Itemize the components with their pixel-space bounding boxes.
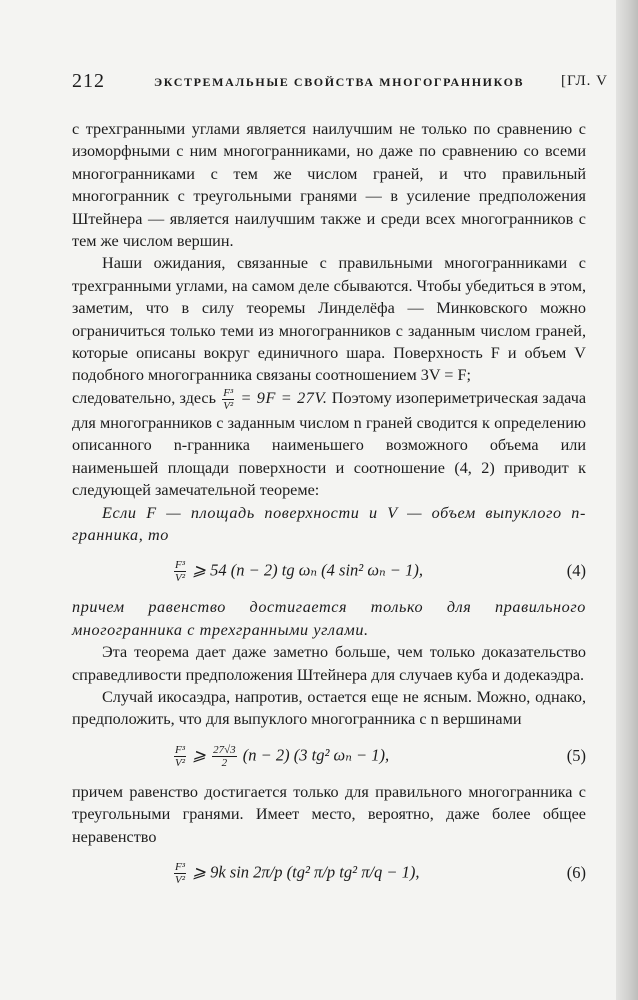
formula-expression [172,559,423,584]
coefficient-fraction [212,744,237,769]
fraction-denominator: V² [175,873,186,886]
lead-text: следовательно, здесь [72,389,216,408]
fraction [174,861,186,886]
fraction-numerator: F³ [175,559,186,572]
formula-number: (6) [566,862,586,882]
paragraph: Эта теорема дает даже заметно больше, чем только доказательство справедливости предположения Штейнера для случаев куба и додекаэдра. [72,643,586,684]
formula-6 [72,852,586,894]
inline-formula: = 9F = 27V. [240,389,328,408]
paragraph: Наши ожидания, связанные с правильными многогранниками с трехгранными углами, на самом деле сбываются. Чтобы убедиться в этом, заметим, что в силу теоремы Линделёфа — Минковского можно ограничиться только теми из многогранников с заданным числом граней, которые описаны вокруг единичного шара. Поверхность F и объем V подобного многогранника связаны соотношением 3V = F; [72,254,586,385]
formula-body: (n − 2) (3 tg² ωₙ − 1), [242,745,390,765]
body-text [72,118,586,898]
fraction-denominator: V² [175,572,186,585]
fraction-numerator: F³ [175,743,186,756]
formula-5 [72,735,586,777]
paragraph: с трехгранными углами является наилучшим не только по сравнению с изоморфными с ним многогранниками, но даже по сравнению со всеми многогранниками с тем же числом граней, и что правильный многогранник с треугольными гранями — в усиление предположения Штейнера — является наилучшим также и среди всех многогранников с тем же числом вершин. [72,120,586,251]
running-header [72,68,608,94]
fraction-denominator: V² [175,756,186,769]
paragraph: причем равенство достигается только для правильного многогранника с треугольными гранями. Имеет место, вероятно, даже более общее неравенство [72,782,586,846]
formula-body: ⩾ 9k sin 2π/p (tg² π/p tg² π/q − 1), [192,862,420,882]
theorem-end: причем равенство достигается только для правильного многогранника с трехгранными углами. [72,598,586,639]
paragraph-with-formula [72,387,586,502]
coefficient-denominator: 2 [221,756,228,769]
running-title: ЭКСТРЕМАЛЬНЫЕ СВОЙСТВА МНОГОГРАННИКОВ [154,75,525,89]
theorem-intro: Если F — площадь поверхности и V — объем выпуклого n-гранника, то [72,503,586,544]
page-number: 212 [72,70,105,92]
formula-number: (4) [566,561,586,581]
formula-expression [172,744,389,769]
page-gutter [616,0,638,1000]
formula-relation: ⩾ [192,745,206,765]
coefficient-numerator: 27√3 [213,743,236,756]
tail-text: Поэтому изопериметрическая задача для многогранников с заданным числом n граней сводится к определению описанного n-гранника наименьшего возможного объема или наименьшей площади поверхности и соотношение (4, 2) приводит к следующей замечательной теореме: [72,389,587,500]
fraction-numerator: F³ [223,386,234,399]
fraction [174,559,186,584]
fraction [174,744,186,769]
chapter-label: [ГЛ. V [560,73,608,89]
formula-body: ⩾ 54 (n − 2) tg ωₙ (4 sin² ωₙ − 1), [192,560,423,580]
formula-expression [172,861,420,886]
fraction [222,387,234,412]
fraction-denominator: V² [223,399,234,412]
paragraph: Случай икосаэдра, напротив, остается еще не ясным. Можно, однако, предположить, что для выпуклого многогранника с n вершинами [72,687,586,729]
fraction-numerator: F³ [175,860,186,873]
formula-4 [72,550,586,592]
formula-number: (5) [566,745,586,765]
